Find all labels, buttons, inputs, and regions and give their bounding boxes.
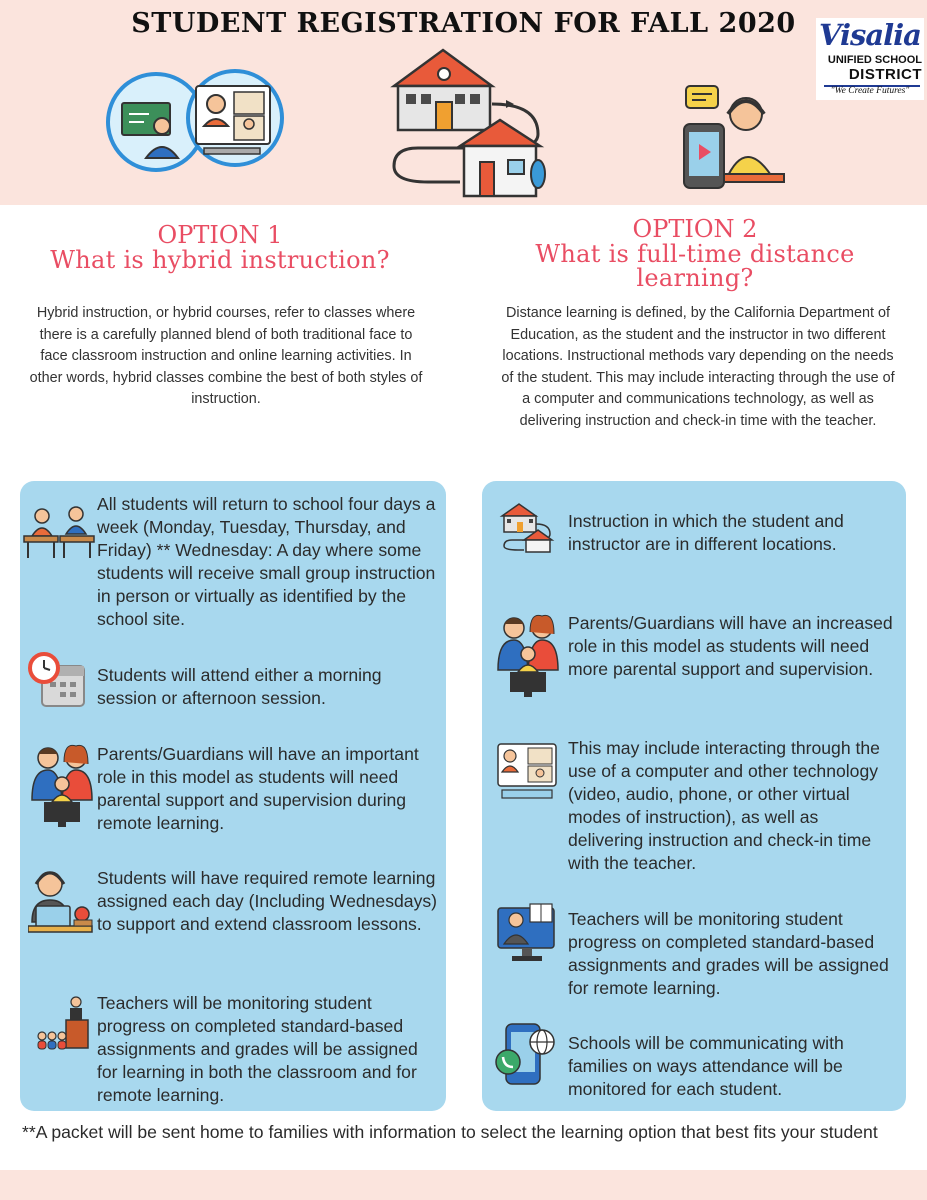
option2-item: Instruction in which the student and instructor are in different locations. [568, 511, 844, 554]
option1-item: All students will return to school four days a week (Monday, Tuesday, Thursday, and Friday) ** Wednesday: A day where some students will receive small group instruction in person or virtually as identified by the school site. [97, 494, 436, 629]
option1-intro: Hybrid instruction, or hybrid courses, refer to classes where there is a carefully planned blend of both traditional face to face classroom instruction and online learning activities. In other words, hybrid classes combine the best of both styles of instruction. [29, 305, 423, 407]
clock-calendar-icon [28, 652, 88, 710]
logo-line-1: UNIFIED SCHOOL [827, 54, 922, 66]
logo-tagline: "We Create Futures" [830, 86, 910, 96]
page-title: STUDENT REGISTRATION FOR FALL 2020 [131, 8, 796, 39]
option2-heading [505, 216, 885, 290]
option2-item: Teachers will be monitoring student progress on completed standard-based assignments and grades will be assigned for remote learning. [568, 909, 889, 998]
option2-intro: Distance learning is defined, by the California Department of Education, as the student and the instructor in two different locations. Instructional methods vary depending on the needs of the student. This may include interacting through the use of a computer and communications technology, as well as delivering instruction and check-in time with the teacher. [501, 305, 895, 429]
option1-item: Students will have required remote learning assigned each day (Including Wednesdays) to support and extend classroom lessons. [97, 868, 438, 934]
option1-label: OPTION 1 [157, 221, 283, 249]
option2-item: Schools will be communicating with families on ways attendance will be monitored for each student. [568, 1033, 844, 1099]
teacher-monitor-icon [496, 902, 558, 964]
online-tutor-icon [680, 84, 790, 194]
teacher-podium-icon [36, 994, 96, 1056]
option1-item: Students will attend either a morning session or afternoon session. [97, 665, 382, 708]
option2-label: OPTION 2 [632, 215, 758, 243]
video-call-icon [496, 742, 558, 802]
footnote: **A packet will be sent home to families with information to select the learning option that best fits your student [22, 1122, 878, 1142]
option2-item: This may include interacting through the use of a computer and other technology (video, audio, phone, or other virtual modes of instruction), as well as delivering instruction and check-in time with the teacher. [568, 738, 880, 873]
classroom-desks-icon [22, 502, 96, 560]
phone-globe-icon [492, 1022, 558, 1088]
option2-item: Parents/Guardians will have an increased role in this model as students will need more parental support and supervision. [568, 613, 893, 679]
option2-question: What is full-time distance learning? [535, 240, 855, 292]
school-house-icon [498, 502, 558, 554]
logo-wordmark: Visalia [819, 18, 921, 52]
district-logo [816, 18, 924, 100]
video-lesson-icon [104, 56, 294, 206]
student-laptop-icon [28, 866, 96, 934]
family-computer-icon [496, 612, 562, 698]
footer-band [0, 1170, 927, 1200]
option1-item: Parents/Guardians will have an important role in this model as students will need parental support and supervision during remote learning. [97, 744, 419, 833]
family-computer-icon [30, 742, 96, 828]
school-to-home-icon [388, 44, 548, 204]
logo-line-2: DISTRICT [848, 66, 922, 83]
option1-heading [20, 222, 420, 272]
option1-question: What is hybrid instruction? [50, 246, 390, 274]
option1-item: Teachers will be monitoring student progress on completed standard-based assignments and grades will be assigned for learning in both the classroom and for remote learning. [97, 993, 418, 1105]
